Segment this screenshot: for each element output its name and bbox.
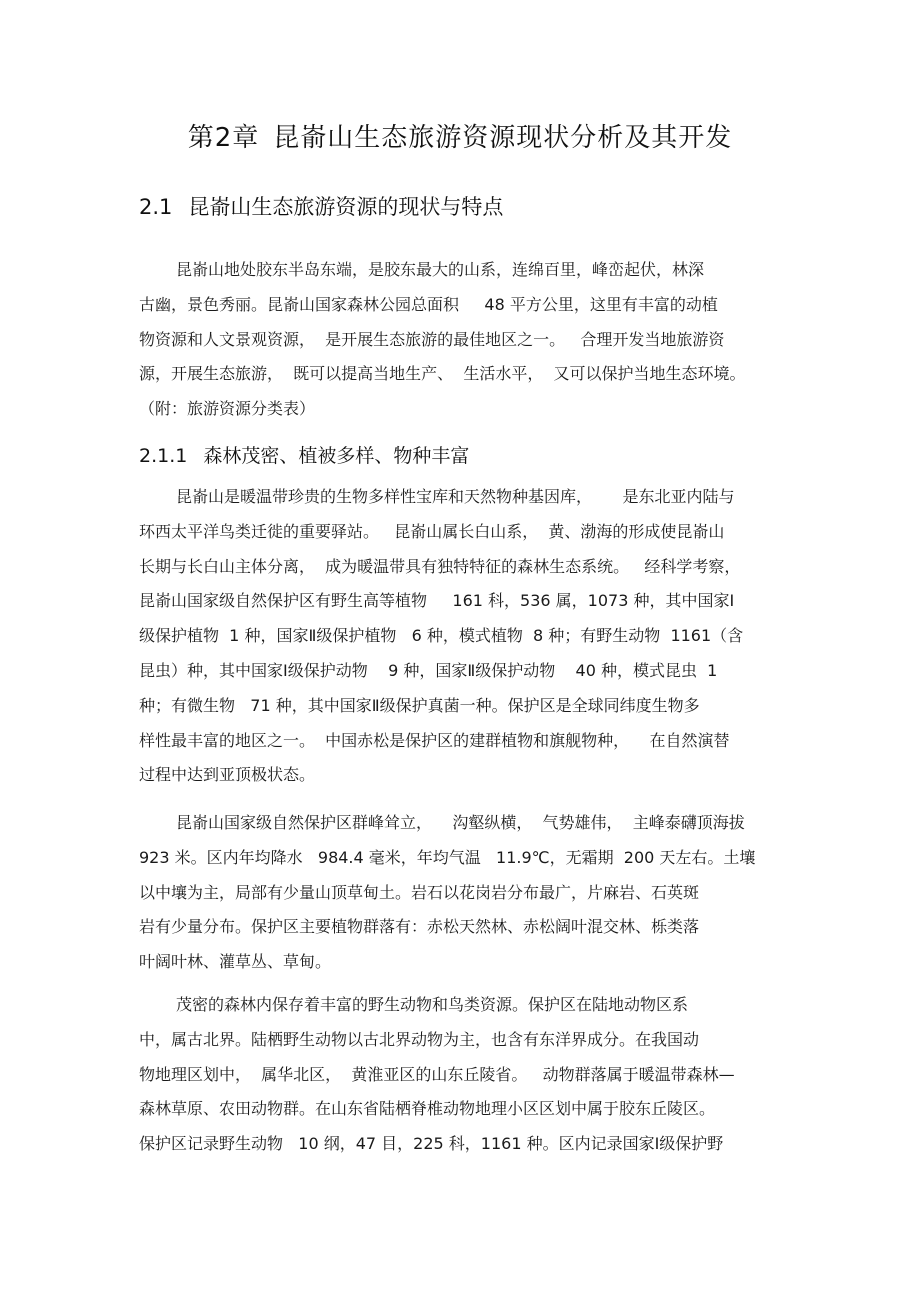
subsection-title [139,440,469,472]
paragraph-line: （附：旅游资源分类表） [139,399,316,419]
paragraph-line: 岩有少量分布。保护区主要植物群落有：赤松天然林、赤松阔叶混交林、栎类落 [139,917,700,937]
paragraph-wildlife [139,988,789,1162]
paragraph-line: 中，属古北界。陆栖野生动物以古北界动物为主，也含有东洋界成分。在我国动 [139,1029,700,1049]
section-title [139,190,503,224]
paragraph-line: 923 米。区内年均降水 984.4 毫米，年均气温 11.9℃，无霜期 200 天左右。土壤 [139,847,756,867]
paragraph-line: 过程中达到亚顶极状态。 [139,765,316,785]
paragraph-line: 昆嵛山国家级自然保护区有野生高等植物 161 科，536 属，1073 种，其中国家Ⅰ [139,591,735,611]
paragraph-line: 保护区记录野生动物 10 纲，47 目，225 科，1161 种。区内记录国家Ⅰ级保护野 [139,1134,724,1154]
paragraph-line: 叶阔叶林、灌草丛、草甸。 [139,952,332,972]
chapter-title [0,118,920,158]
paragraph-line: 物地理区划中， 属华北区， 黄淮亚区的山东丘陵省。 动物群落属于暖温带森林— [139,1064,735,1084]
paragraph-line: 昆嵛山是暖温带珍贵的生物多样性宝库和天然物种基因库， 是东北亚内陆与 [176,487,735,506]
paragraph-line: 古幽，景色秀丽。昆嵛山国家森林公园总面积 48 平方公里，这里有丰富的动植 [139,294,718,314]
paragraph-line: 源，开展生态旅游， 既可以提高当地生产、 生活水平， 又可以保护当地生态环境。 [139,364,746,384]
paragraph-line: 昆虫）种，其中国家Ⅰ级保护动物 9 种，国家Ⅱ级保护动物 40 种，模式昆虫 1 [139,660,718,680]
paragraph-line: 环西太平洋鸟类迁徙的重要驿站。 昆嵛山属长白山系， 黄、渤海的形成使昆嵛山 [139,521,725,541]
paragraph-line: 以中壤为主，局部有少量山顶草甸土。岩石以花岗岩分布最广，片麻岩、石英斑 [139,882,700,902]
paragraph-biodiversity [139,480,789,793]
paragraph-terrain [139,806,789,980]
paragraph-line: 级保护植物 1 种，国家Ⅱ级保护植物 6 种，模式植物 8 种；有野生动物 1161（含 [139,626,744,646]
paragraph-line: 森林草原、农田动物群。在山东省陆栖脊椎动物地理小区区划中属于胶东丘陵区。 [139,1099,716,1119]
paragraph-line: 物资源和人文景观资源， 是开展生态旅游的最佳地区之一。 合理开发当地旅游资 [139,329,725,349]
paragraph-line: 长期与长白山主体分离， 成为暖温带具有独特特征的森林生态系统。 经科学考察， [139,556,741,576]
section-heading-text: 昆嵛山生态旅游资源的现状与特点 [188,195,504,219]
chapter-number: 第2章 [187,123,260,153]
paragraph-line: 种；有微生物 71 种，其中国家Ⅱ级保护真菌一种。保护区是全球同纬度生物多 [139,695,700,715]
chapter-heading-text: 昆嵛山生态旅游资源现状分析及其开发 [273,123,733,153]
paragraph-intro [139,253,789,427]
paragraph-line: 昆嵛山国家级自然保护区群峰耸立， 沟壑纵横， 气势雄伟， 主峰泰礴顶海拔 [176,813,745,832]
subsection-heading-text: 森林茂密、植被多样、物种丰富 [203,445,470,467]
subsection-number: 2.1.1 [139,445,188,467]
paragraph-line: 茂密的森林内保存着丰富的野生动物和鸟类资源。保护区在陆地动物区系 [176,995,689,1014]
paragraph-line: 样性最丰富的地区之一。 中国赤松是保护区的建群植物和旗舰物种， 在自然演替 [139,730,730,750]
section-number: 2.1 [139,195,173,219]
paragraph-line: 昆嵛山地处胶东半岛东端，是胶东最大的山系，连绵百里，峰峦起伏，林深 [176,260,705,279]
